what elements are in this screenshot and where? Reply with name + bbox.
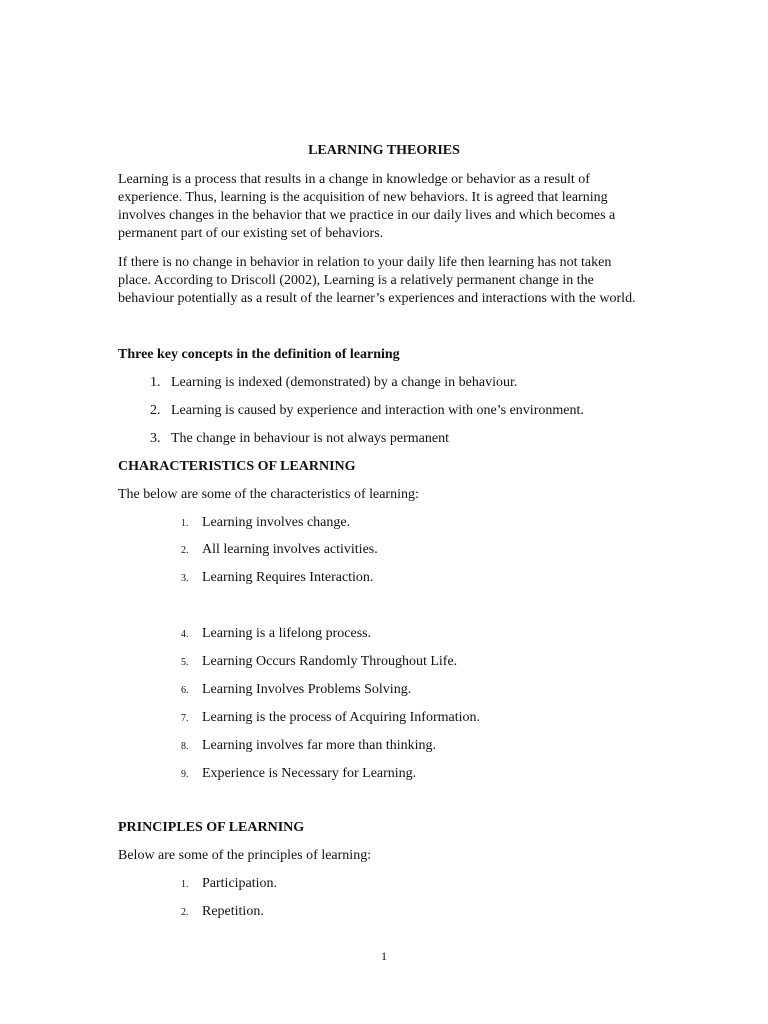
paragraph-line: If there is no change in behavior in relation to your daily life then learning has not taken (118, 255, 612, 270)
principles-intro: Below are some of the principles of learning: (118, 848, 372, 863)
list-text: All learning involves activities. (202, 542, 378, 557)
list-number: 5. (181, 657, 189, 668)
paragraph-line: experience. Thus, learning is the acquisition of new behaviors. It is agreed that learning (118, 190, 608, 205)
principles-heading: PRINCIPLES OF LEARNING (118, 820, 305, 835)
list-text: Learning is the process of Acquiring Information. (202, 710, 480, 725)
list-number: 7. (181, 713, 189, 724)
list-text: Learning involves far more than thinking. (202, 738, 437, 753)
list-number: 1. (150, 375, 161, 390)
list-number: 9. (181, 769, 189, 780)
list-text: Learning Occurs Randomly Throughout Life. (202, 654, 458, 669)
list-number: 3. (181, 573, 189, 584)
list-text: Repetition. (202, 904, 264, 919)
list-number: 8. (181, 741, 189, 752)
list-number: 2. (150, 403, 161, 418)
list-number: 4. (181, 629, 189, 640)
list-text: Learning is indexed (demonstrated) by a change in behaviour. (171, 375, 518, 390)
paragraph-line: involves changes in the behavior that we practice in our daily lives and which becomes a (118, 208, 616, 223)
intro-paragraph-1 (118, 171, 648, 243)
list-text: Learning Requires Interaction. (202, 570, 374, 585)
list-number: 3. (150, 431, 161, 446)
characteristics-intro: The below are some of the characteristics of learning: (118, 487, 419, 502)
list-text: Learning Involves Problems Solving. (202, 682, 412, 697)
paragraph-line: Learning is a process that results in a change in knowledge or behavior as a result of (118, 172, 590, 187)
paragraph-line: permanent part of our existing set of behaviors. (118, 226, 384, 241)
paragraph-line: place. According to Driscoll (2002), Learning is a relatively permanent change in the (118, 273, 594, 288)
characteristics-heading: CHARACTERISTICS OF LEARNING (118, 459, 356, 474)
key-concepts-heading: Three key concepts in the definition of learning (118, 347, 400, 362)
list-number: 1. (181, 518, 189, 529)
list-number: 6. (181, 685, 189, 696)
list-text: Experience is Necessary for Learning. (202, 766, 417, 781)
intro-paragraph-2 (118, 254, 648, 308)
list-number: 2. (181, 907, 189, 918)
list-text: The change in behaviour is not always permanent (171, 431, 449, 446)
list-number: 2. (181, 545, 189, 556)
list-text: Learning is caused by experience and interaction with one’s environment. (171, 403, 584, 418)
paragraph-line: behaviour potentially as a result of the learner’s experiences and interactions with the world. (118, 291, 636, 306)
list-text: Learning involves change. (202, 515, 351, 530)
list-text: Participation. (202, 876, 278, 891)
document-title: LEARNING THEORIES (308, 143, 460, 158)
list-number: 1. (181, 879, 189, 890)
list-text: Learning is a lifelong process. (202, 626, 372, 641)
page-number: 1 (381, 949, 387, 963)
